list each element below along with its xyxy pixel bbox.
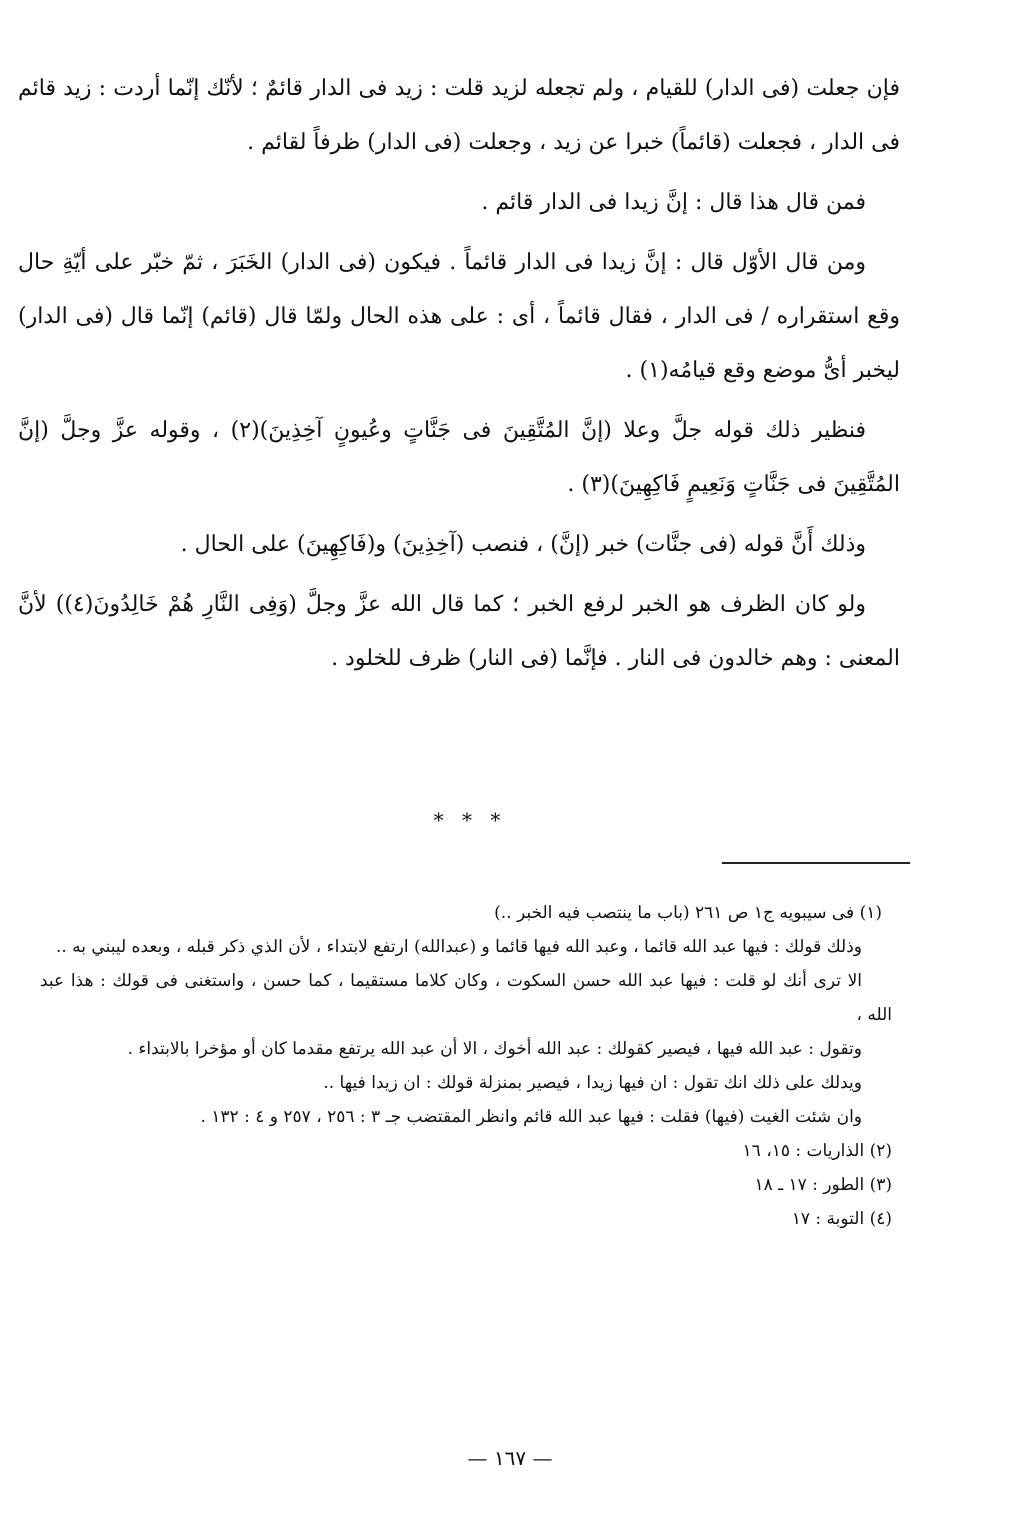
footnote-2: (٢) الذاريات : ١٥، ١٦ <box>742 1141 892 1161</box>
section-separator: * * * <box>433 808 507 832</box>
footnote-1-para-b: الا ترى أنك لو قلت : فيها عبد الله حسن السكوت ، وكان كلاما مستقيما ، كما حسن ، واستغنى فى قولك : هذا عبد الله ، <box>40 971 892 1025</box>
paragraph-6: ولو كان الظرف هو الخبر لرفع الخبر ؛ كما قال الله عزَّ وجلَّ (وَفِى النَّارِ هُمْ خَالِدُونَ(٤)) لأنَّ المعنى : وهم خالدون فى النار . فإنَّما (فى النار) ظرف للخلود . <box>18 592 900 671</box>
page-number: — ١٦٧ — <box>467 1446 553 1470</box>
footnote-1-para-c: وتقول : عبد الله فيها ، فيصير كقولك : عبد الله أخوك ، الا أن عبد الله يرتفع مقدما كان أو مؤخرا بالابتداء . <box>127 1039 862 1059</box>
paragraph-1: فإن جعلت (فى الدار) للقيام ، ولم تجعله لزيد قلت : زيد فى الدار قائمٌ ؛ لأنّك إنّما أردت : زيد قائم فى الدار ، فجعلت (قائماً) خبرا عن زيد ، وجعلت (فى الدار) ظرفاً لقائم . <box>18 76 900 155</box>
main-text <box>18 62 900 692</box>
footnote-rule <box>722 862 910 864</box>
paragraph-4: فنظير ذلك قوله جلَّ وعلا (إنَّ المُتَّقِينَ فى جَنَّاتٍ وعُيونٍ آخِذِينَ)(٢) ، وقوله عزَّ وجلَّ (إنَّ المُتَّقِينَ فى جَنَّاتٍ وَنَعِيمٍ فَاكِهِينَ)(٣) . <box>18 418 900 497</box>
footnote-1-para-e: وان شئت الغيت (فيها) فقلت : فيها عبد الله قائم وانظر المقتضب جـ ٣ : ٢٥٦ ، ٢٥٧ و ٤ : ١٣٢ . <box>200 1107 862 1127</box>
paragraph-2: فمن قال هذا قال : إنَّ زيدا فى الدار قائم . <box>481 190 866 215</box>
footnote-3: (٣) الطور : ١٧ ـ ١٨ <box>754 1175 892 1195</box>
footnote-1-head: (١) فى سيبويه ج١ ص ٢٦١ (باب ما ينتصب فيه الخبر ..) <box>494 903 882 923</box>
footnote-1-para-d: ويدلك على ذلك انك تقول : ان فيها زيدا ، فيصير بمنزلة قولك : ان زيدا فيها .. <box>323 1073 862 1093</box>
paragraph-5: وذلك أَنَّ قوله (فى جنَّات) خبر (إنَّ) ، فنصب (آخِذِينَ) و(فَاكِهِينَ) على الحال . <box>180 532 866 557</box>
footnote-1-para-a: وذلك قولك : فيها عبد الله قائما ، وعبد الله فيها قائما و (عبدالله) ارتفع لابتداء ، لأن الذي ذكر قبله ، وبعده ليبني به .. <box>55 937 862 957</box>
paragraph-3: ومن قال الأوّل قال : إنَّ زيدا فى الدار قائماً . فيكون (فى الدار) الخَبَرَ ، ثمّ خبّر على أيّةِ حال وقع استقراره / فى الدار ، فقال قائماً ، أى : على هذه الحال ولمّا قال (قائم) إنّما قال (فى الدار) ليخبر أىُّ موضع وقع قيامُه(١) . <box>18 250 900 383</box>
footnotes <box>40 896 892 1236</box>
footnote-4: (٤) التوبة : ١٧ <box>791 1209 892 1229</box>
